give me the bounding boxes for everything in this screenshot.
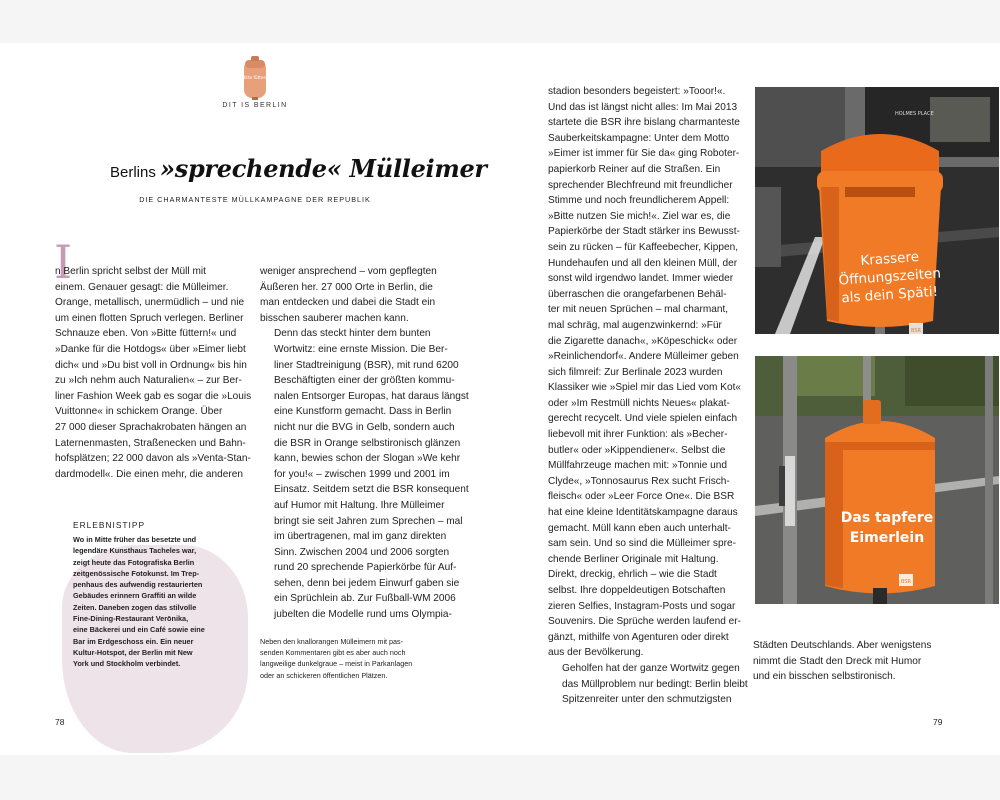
tip-line: zeitgenössische Fotokunst. Im Trep- [73, 568, 200, 578]
text-line: aus der Bevölkerung. [548, 647, 644, 659]
text-line: Stimme und noch freundlicherem Appell: [548, 195, 730, 207]
tip-line: York und Stockholm verbindet. [73, 659, 181, 669]
bin1-line1: Krassere [859, 248, 920, 270]
text-line: Geholfen hat der ganze Wortwitz gegen [562, 662, 740, 674]
text-line: hat eine kleine Identitätskampagne daraus [548, 507, 738, 519]
caption-line: Neben den knallorangen Mülleimern mit pas- [260, 637, 404, 646]
tip-box [73, 520, 248, 670]
body-column-4 [753, 638, 953, 685]
text-line: Schnauze eben. Von »Bitte füttern!« und [55, 328, 237, 340]
magazine-spread [0, 43, 1000, 755]
text-line: sonst wild irgendwo landet. Immer wieder [548, 273, 734, 285]
tip-line: Wo in Mitte früher das besetzte und [73, 535, 197, 544]
section-rubric: DIT IS BERLIN [222, 102, 288, 109]
text-line: das Müllproblem nur bedingt: Berlin bleibt [562, 678, 748, 690]
column-4-text [753, 638, 953, 685]
text-line: gänzt, mithilfe von Agenturen oder direkt [548, 631, 729, 643]
text-line: Papierkörbe der Stadt stärker ins Bewusst- [548, 226, 740, 238]
caption-line: langweilige dunkelgraue – meist in Parkanlagen [260, 659, 413, 669]
text-line: Müllfahrzeuge machen mit: »Tonnie und [548, 460, 727, 472]
text-line: ter mit neuen Sprüchen – mal charmant, [548, 304, 729, 316]
text-line: sam sein. Und so sind die Mülleimer spre- [548, 538, 736, 550]
text-line: butler« oder »Kippendiener«. Selbst die [548, 444, 726, 456]
text-line: startete die BSR ihre bislang charmanteste [548, 117, 740, 129]
text-line: selbst. Ihre doppeldeutigen Botschaften [548, 585, 726, 596]
bin2-line1: Das tapfere [840, 510, 934, 526]
text-line: papierkorb Reiner auf die Straßen. Ein [548, 163, 721, 175]
text-line: überraschen die orangefarbenen Behäl- [548, 288, 727, 300]
text-line: »Reinlichendorf«. Andere Mülleimer geben [548, 351, 739, 363]
caption-line: oder an schickeren öffentlichen Plätzen. [260, 670, 388, 680]
text-line: im übertragenen, mal im ganz direkten [274, 531, 447, 543]
text-line: »Bitte nutzen Sie mich!«. Ziel war es, die [548, 210, 731, 222]
text-line: Äußeren her. 27 000 Orte in Berlin, die [260, 281, 433, 293]
bin-sign-text: Bitte füttern [242, 75, 268, 80]
text-line: ein Sprüchlein ab. Zur Fußball-WM 2006 [274, 593, 456, 605]
text-line: Sauberkeitskampagne: Unter dem Motto [548, 132, 730, 144]
text-line: zu »Ich nehm auch Naturalien« – zur Ber- [55, 375, 242, 387]
photo-orange-bin-2 [755, 356, 999, 604]
text-line: nimmt die Stadt den Dreck mit Humor [753, 655, 922, 667]
bin2-bsr-logo: BSR [901, 579, 911, 585]
text-line: sehen, denn bei jedem Einwurf gaben sie [274, 577, 460, 589]
text-line: dardmodell«. Die einen mehr, die anderen [55, 468, 243, 480]
text-line: Klassiker wie »Spiel mir das Lied vom Kot« [548, 382, 741, 394]
text-line: fleisch« oder »Leer Force One«. Die BSR [548, 491, 735, 503]
text-line: Spitzenreiter unter den schmutzigsten [562, 694, 732, 706]
text-line: und ein bisschen selbstironisch. [753, 671, 896, 683]
text-line: n Berlin spricht selbst der Müll mit [55, 266, 206, 277]
text-line: oder »Im Restmüll nichts Neues« plakat- [548, 397, 730, 409]
text-line: Clyde«, »Tonnosaurus Rex sucht Frisch- [548, 475, 730, 487]
tip-heading: ERLEBNISTIPP [73, 520, 146, 530]
text-line: hofsplätzen; 22 000 davon als »Venta-Stan- [55, 453, 251, 465]
text-line: liner Fashion Week gab es sogar die »Louis [55, 390, 252, 402]
text-line: for you!« – zwischen 1999 und 2001 im [274, 468, 450, 480]
bin1-line2: Öffnungszeiten [838, 265, 942, 289]
text-line: zieren Selfies, Instagram-Posts und sogar [548, 600, 736, 612]
tip-line: legendäre Kunsthaus Tacheles war, [73, 546, 197, 556]
text-line: Laternenmasten, Straßenecken und Bahn- [55, 437, 246, 449]
column-2-para-1 [260, 264, 460, 326]
text-line: chende Berliner Originale mit Haltung. [548, 553, 719, 565]
title-script: »sprechende« Mülleimer [160, 154, 487, 183]
tip-text [73, 534, 248, 670]
tip-line: Fine-Dining-Restaurant Verōnika, [73, 614, 189, 624]
text-line: Und das ist längst nicht alles: Im Mai 2013 [548, 101, 738, 113]
tip-line: Zeiten. Daneben zogen das stilvolle [73, 602, 197, 612]
text-line: kann, bewies schon der Slogan »We kehr [274, 453, 461, 465]
drop-cap: I [54, 235, 73, 289]
text-line: dich« und »Du bist voll in Ordnung« bis hin [55, 359, 247, 371]
holmes-place-sign: HOLMES PLACE [895, 111, 934, 117]
column-3-para-2 [548, 661, 748, 708]
caption-line: senden Kommentaren gibt es aber auch noch [260, 648, 406, 658]
tip-line: eine Bäckerei und ein Café sowie eine [73, 625, 205, 635]
bin1-bsr-logo: BSR [911, 328, 921, 334]
tip-line: Gebäudes erinnern Graffiti an wilde [73, 591, 197, 601]
text-line: auf Humor mit Haltung. Ihre Mülleimer [274, 499, 445, 511]
text-line: die Zigarette danach«, »Köpeschick« oder [548, 335, 738, 347]
text-line: Denn das steckt hinter dem bunten [274, 328, 431, 340]
tip-line: Bar im Erdgeschoss ein. Ein neuer [73, 636, 194, 646]
text-line: gerecht recycelt. Und viele spielen einfach [548, 413, 738, 425]
text-line: mal schräg, mal augenzwinkernd: »Für [548, 319, 722, 331]
text-line: gemacht. Müll kann eben auch unterhalt- [548, 522, 731, 534]
title-prefix: Berlins [110, 164, 156, 181]
article-subtitle: DIE CHARMANTESTE MÜLLKAMPAGNE DER REPUBLIK [139, 195, 371, 204]
text-line: Beschäftigten einer der größten kommu- [274, 375, 455, 387]
text-line: um einen flotten Spruch verlegen. Berliner [55, 312, 244, 324]
text-line: eine Kunstform gemacht. Dass in Berlin [274, 406, 452, 418]
photo-caption [260, 636, 460, 681]
text-line: sein zu rücken – für Kaffeebecher, Kippen, [548, 241, 739, 253]
text-line: 27 000 dieser Sprachakrobaten hängen an [55, 421, 247, 433]
article-title [110, 154, 487, 183]
text-line: man entdecken und dabei die Stadt ein [260, 297, 436, 309]
text-line: sprechender Blechfreund mit freundlicher [548, 179, 733, 191]
body-column-2 [260, 264, 469, 623]
text-line: Orange, metallisch, unermüdlich – und nie [55, 297, 245, 309]
text-line: bringt sie seit Jahren zum Sprechen – mal [274, 515, 463, 527]
page-number-left: 78 [55, 717, 65, 727]
text-line: einem. Genauer gesagt: die Mülleimer. [55, 281, 229, 293]
text-line: »Eimer ist immer für Sie da« ging Roboter- [548, 148, 740, 160]
text-line: Hundehaufen und all den kleinen Müll, der [548, 257, 738, 269]
column-2-para-2 [260, 326, 469, 622]
column-3-para-1 [548, 84, 748, 661]
text-line: Einsatz. Seitdem setzt die BSR konsequent [274, 484, 469, 496]
photo-orange-bin-1 [755, 87, 999, 334]
text-line: Direkt, dreckig, ehrlich – wie die Stadt [548, 569, 717, 581]
text-line: liner Stadtreinigung (BSR), mit rund 6200 [274, 359, 459, 371]
header-bin-icon [242, 56, 268, 100]
text-line: weniger ansprechend – vom gepflegten [260, 266, 437, 277]
text-line: rund 20 sprechende Papierkörbe für Auf- [274, 562, 457, 574]
text-line: Sinn. Zwischen 2004 und 2006 sorgten [274, 546, 450, 558]
text-line: liebevoll mit ihrer Funktion: als »Becher- [548, 429, 728, 441]
text-line: »Danke für die Hotdogs« über »Eimer liebt [55, 343, 246, 355]
text-line: Vuittonne« in schickem Orange. Über [55, 406, 223, 418]
tip-line: zeigt heute das Fotografiska Berlin [73, 557, 195, 567]
bin1-line3: als dein Späti! [840, 283, 939, 307]
body-column-3 [548, 84, 748, 708]
text-line: bisschen sauberer machen kann. [260, 312, 409, 324]
text-line: stadion besonders begeistert: »Tooor!«. [548, 86, 726, 97]
page-number-right: 79 [933, 717, 943, 727]
bin2-line2: Eimerlein [849, 530, 925, 546]
text-line: Städten Deutschlands. Aber wenigstens [753, 640, 932, 651]
text-line: jubelten die Modelle rund ums Olympia- [274, 609, 452, 621]
body-column-1 [55, 264, 255, 482]
tip-line: penhaus des aufwendig restaurierten [73, 580, 203, 590]
text-line: die BSR in Orange selbstironisch glänzen [274, 437, 461, 449]
text-line: sich filmreif: Zur Berlinale 2023 wurden [548, 366, 723, 378]
text-line: nicht nur die BVG in Gelb, sondern auch [274, 421, 455, 433]
tip-line: Kultur-Hotspot, der Berlin mit New [73, 647, 193, 657]
text-line: nalen Entsorger Europas, hat daraus längst [274, 390, 469, 402]
column-1-text [55, 264, 255, 482]
text-line: Souvenirs. Die Sprüche werden laufend er- [548, 616, 742, 628]
text-line: Wortwitz: eine ernste Mission. Die Ber- [274, 343, 448, 355]
